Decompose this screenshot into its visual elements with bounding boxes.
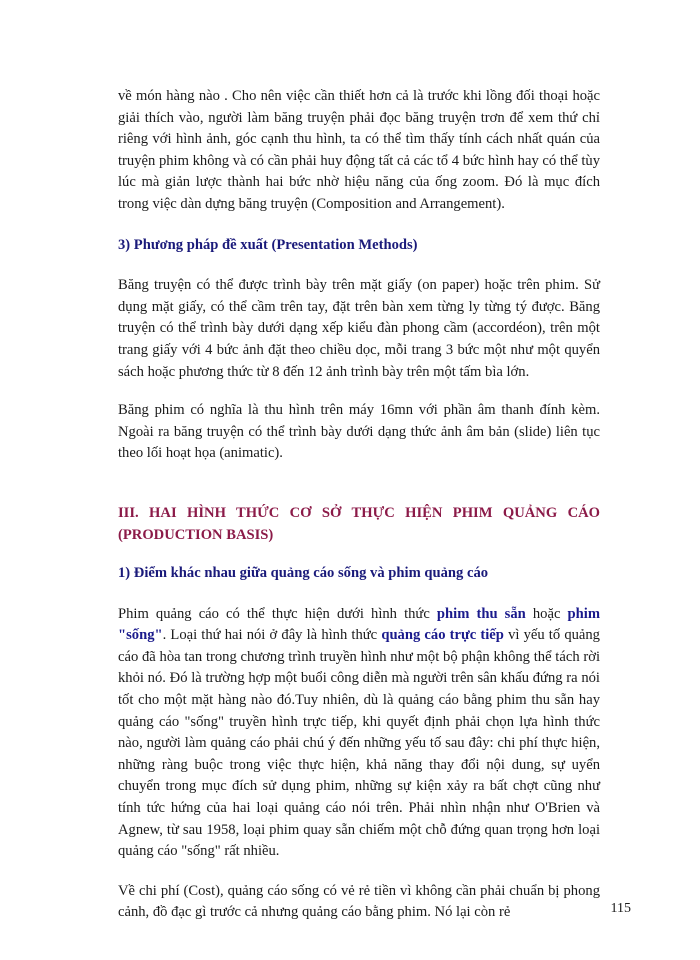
paragraph-composition: về món hàng nào . Cho nên việc cần thiết hơn cả là trước khi lồng đối thoại hoặc giải thích vào, người làm băng truyện phải đọc băng truyện trơn để xem thứ chỉ riêng với hình ảnh, góc cạnh thu hình, ta có thể tìm thấy tính cách nhất quán của truyện phim không và có cần phải huy động tất cả các tổ 4 bức hình hay có thể tùy lúc mà giản lược thành hai bức nhờ hiệu năng của ống zoom. Đó là mục đích trong việc dàn dựng băng truyện (Composition and Arrangement). (118, 88, 600, 212)
paragraph-live-vs-film (118, 604, 600, 863)
paragraph-presentation-paper: Băng truyện có thể được trình bày trên mặt giấy (on paper) hoặc trên phim. Sử dụng mặt giấy, có thể cầm trên tay, đặt trên bàn xem từng ly từng tý được. Băng truyện có thể trình bày dưới dạng xếp kiểu đàn phong cầm (accordéon), trên một trang giấy với 4 bức ảnh đặt theo chiều dọc, mỗi trang 3 bức một như một quyển sách hoặc phương thức từ 8 đến 12 ảnh trình bày trên một tấm bìa lớn. (118, 277, 600, 380)
text-run: vì yếu tố quảng cáo đã hòa tan trong chương trình truyền hình như một bộ phận không thể tách rời khỏi nó. Đó là trường hợp một buổi công diễn mà người trên sân khấu đứng ra nói tốt cho một mặt hàng nào đó.Tuy nhiên, dù là quảng cáo bằng phim thu sẵn hay quảng cáo "sống" truyền hình trực tiếp, khi quyết định phải chọn lựa hình thức nào, người làm quảng cáo phải chú ý đến những yếu tố sau đây: chi phí thực hiện, những ràng buộc trong việc thực hiện, khả năng thay đổi nội dung, sự uyển chuyển trong mục đích sử dụng phim, những sự kiện xảy ra bất chợt cũng như tính tức hứng của hai loại quảng cáo nói trên. Phải nhìn nhận như O'Brien và Agnew, từ sau 1958, loại phim quay sẵn chiếm một chỗ đứng quan trọng hơn loại quảng cáo "sống" rất nhiều. (118, 627, 600, 860)
subheading-presentation-methods: 3) Phương pháp đề xuất (Presentation Methods) (118, 236, 418, 253)
subheading-live-vs-film: 1) Điểm khác nhau giữa quảng cáo sống và phim quảng cáo (118, 565, 489, 582)
page-number: 115 (610, 901, 631, 916)
paragraph-presentation-film: Băng phim có nghĩa là thu hình trên máy 16mn với phần âm thanh đính kèm. Ngoài ra băng truyện có thể trình bày dưới dạng thức ảnh âm bản (slide) liên tục theo lối hoạt họa (animatic). (118, 402, 600, 462)
page-content (118, 86, 600, 924)
paragraph-cost: Về chi phí (Cost), quảng cáo sống có vẻ rẻ tiền vì không cần phải chuẩn bị phong cảnh, đồ đạc gì trước cả nhưng quảng cáo bằng phim. Nó lại còn rẻ (118, 882, 600, 921)
emphasis-direct-advertising: quảng cáo trực tiếp (381, 627, 504, 644)
emphasis-live-film: phim "sống" (118, 605, 600, 644)
section-heading-production-basis: III. HAI HÌNH THỨC CƠ SỞ THỰC HIỆN PHIM QUẢNG CÁO (PRODUCTION BASIS) (118, 504, 600, 543)
text-run: . Loại thứ hai nói ở đây là hình thức (162, 627, 382, 644)
text-run: Phim quảng cáo có thể thực hiện dưới hình thức (118, 605, 437, 622)
emphasis-prerecorded-film: phim thu sẵn (436, 605, 526, 622)
text-run: hoặc (525, 605, 568, 622)
